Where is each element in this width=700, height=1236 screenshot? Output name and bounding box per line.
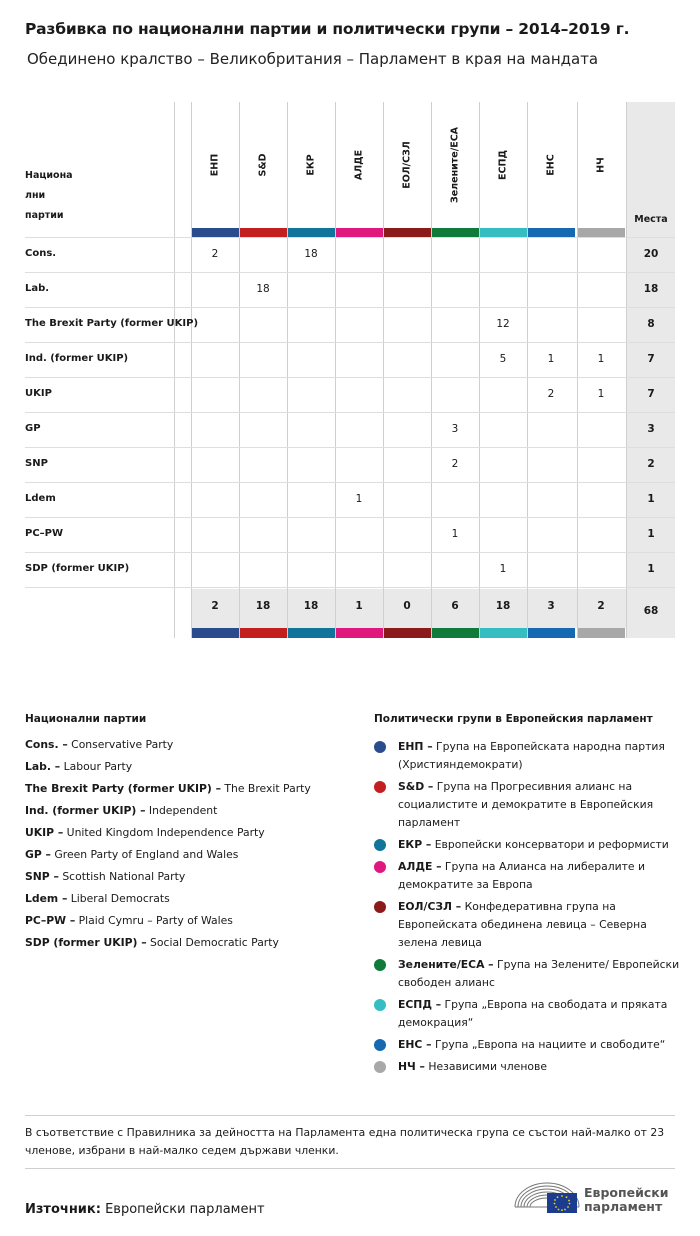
group-header-3 — [349, 110, 369, 220]
row-party-label: GP — [25, 423, 41, 434]
legend-name: Група на Прогресивния алианс на социалистите и демократите в Европейския парламент — [398, 780, 654, 829]
seat-count-cell: 2 — [547, 388, 555, 400]
row-party-label: Lab. — [25, 283, 50, 294]
legend-abbr: SNP – — [25, 870, 59, 883]
group-header-1 — [253, 110, 273, 220]
group-header-0 — [205, 110, 225, 220]
group-header-label: ЕНС — [545, 154, 557, 176]
group-color-swatch — [528, 628, 575, 638]
seat-count-cell: 1 — [597, 388, 605, 400]
legend-abbr: UKIP – — [25, 826, 64, 839]
row-party-label: UKIP — [25, 388, 52, 399]
grand-total: 68 — [643, 605, 659, 617]
legend-name: Независими членове — [428, 1060, 547, 1073]
legend-name: Група на Европейската народна партия (Християндемократи) — [398, 740, 665, 771]
page-title: Разбивка по национални партии и политически групи – 2014–2019 г. — [25, 20, 630, 38]
legend-name: Група на Зелените/ Европейски свободен алианс — [398, 958, 680, 989]
legend-abbr: Зелените/ЕСА – — [398, 958, 494, 971]
legend-name: Група на Алианса на либералите и демократите за Европа — [398, 860, 646, 891]
row-party-label: PC–PW — [25, 528, 64, 539]
legend-text — [398, 996, 680, 1032]
divider — [25, 1168, 675, 1169]
column-divider — [239, 102, 240, 638]
column-divider — [527, 102, 528, 638]
color-dot-icon — [374, 741, 386, 753]
national-legend-item — [25, 760, 132, 773]
row-seat-total: 18 — [643, 283, 659, 295]
legend-name: Plaid Cymru – Party of Wales — [78, 914, 233, 927]
group-total: 18 — [303, 600, 319, 612]
color-dot-icon — [374, 999, 386, 1011]
group-color-swatch — [288, 228, 335, 237]
seat-count-cell: 12 — [496, 318, 510, 330]
legend-name: Конфедеративна група на Европейската обединена левица – Северна зелена левица — [398, 900, 647, 949]
legend-abbr: ЕНП – — [398, 740, 433, 753]
row-divider — [25, 447, 675, 448]
group-color-swatch — [192, 628, 239, 638]
row-divider — [25, 377, 675, 378]
color-dot-icon — [374, 861, 386, 873]
legend-abbr: PC–PW – — [25, 914, 76, 927]
group-header-label: ЕКР — [305, 154, 317, 176]
legend-text — [398, 956, 680, 992]
color-dot-icon — [374, 901, 386, 913]
row-party-label: Ldem — [25, 493, 56, 504]
group-color-swatch — [288, 628, 335, 638]
national-legend-item — [25, 804, 217, 817]
legend-name: Conservative Party — [71, 738, 174, 751]
legend-text — [398, 1058, 680, 1076]
group-color-swatch — [384, 228, 431, 237]
row-divider — [25, 307, 675, 308]
legend-abbr: SDP (former UKIP) – — [25, 936, 147, 949]
legend-text — [398, 778, 680, 832]
seat-count-cell: 1 — [355, 493, 363, 505]
column-divider — [287, 102, 288, 638]
national-legend-item — [25, 782, 311, 795]
national-legend-item — [25, 738, 173, 751]
seats-column-background — [627, 102, 675, 638]
legend-abbr: The Brexit Party (former UKIP) – — [25, 782, 221, 795]
legend-name: The Brexit Party — [224, 782, 311, 795]
national-legend-item — [25, 936, 279, 949]
column-divider — [335, 102, 336, 638]
group-header-7 — [541, 110, 561, 220]
column-divider — [431, 102, 432, 638]
group-color-swatch — [480, 228, 527, 237]
seat-count-cell: 5 — [499, 353, 507, 365]
column-divider — [479, 102, 480, 638]
group-legend-heading: Политически групи в Европейския парламент — [374, 713, 653, 725]
legend-name: Independent — [148, 804, 218, 817]
group-total: 2 — [597, 600, 605, 612]
logo-text-line1: Европейски — [584, 1185, 669, 1200]
legend-abbr: Cons. – — [25, 738, 68, 751]
row-seat-total: 1 — [647, 528, 655, 540]
row-seat-total: 3 — [647, 423, 655, 435]
legend-abbr: ЕОЛ/СЗЛ – — [398, 900, 462, 913]
national-parties-column-header: Национа лни партии — [25, 170, 73, 221]
group-color-swatch — [192, 228, 239, 237]
seat-count-cell: 18 — [304, 248, 318, 260]
national-legend-item — [25, 848, 238, 861]
source-line — [25, 1202, 265, 1217]
row-divider — [25, 412, 675, 413]
national-legend-item — [25, 826, 265, 839]
legend-name: Европейски консерватори и реформисти — [434, 838, 669, 851]
group-header-label: НЧ — [595, 157, 607, 173]
legend-name: Scottish National Party — [62, 870, 186, 883]
group-color-swatch — [336, 628, 383, 638]
group-total: 3 — [547, 600, 555, 612]
row-party-label: The Brexit Party (former UKIP) — [25, 318, 199, 329]
seat-count-cell: 18 — [256, 283, 270, 295]
group-color-swatch — [432, 228, 479, 237]
legend-abbr: S&D – — [398, 780, 434, 793]
national-legend-item — [25, 870, 185, 883]
seat-count-cell: 1 — [597, 353, 605, 365]
group-total: 18 — [495, 600, 511, 612]
row-seat-total: 1 — [647, 493, 655, 505]
row-seat-total: 7 — [647, 353, 655, 365]
group-color-swatch — [528, 228, 575, 237]
national-legend-heading: Национални партии — [25, 713, 147, 725]
group-color-swatch — [480, 628, 527, 638]
legend-text — [398, 858, 680, 894]
group-header-6 — [493, 110, 513, 220]
row-divider — [25, 517, 675, 518]
group-color-swatch — [432, 628, 479, 638]
legend-name: Liberal Democrats — [70, 892, 170, 905]
group-header-2 — [301, 110, 321, 220]
row-seat-total: 7 — [647, 388, 655, 400]
group-header-4 — [397, 110, 417, 220]
color-dot-icon — [374, 959, 386, 971]
row-divider — [25, 587, 675, 588]
source-label: Източник: — [25, 1202, 101, 1217]
logo-text — [584, 1186, 669, 1214]
group-header-label: ЕОЛ/СЗЛ — [401, 141, 413, 189]
color-dot-icon — [374, 1061, 386, 1073]
legend-text — [398, 898, 680, 952]
legend-name: Social Democratic Party — [150, 936, 279, 949]
legend-abbr: Ldem – — [25, 892, 68, 905]
row-divider — [25, 272, 675, 273]
source-value: Европейски парламент — [105, 1202, 265, 1217]
legend-text — [398, 836, 680, 854]
group-total: 1 — [355, 600, 363, 612]
row-divider — [25, 482, 675, 483]
legend-abbr: НЧ – — [398, 1060, 425, 1073]
row-divider — [25, 237, 675, 238]
group-color-swatch — [578, 628, 625, 638]
row-party-label: SNP — [25, 458, 48, 469]
group-total: 0 — [403, 600, 411, 612]
group-color-swatch — [336, 228, 383, 237]
seat-count-cell: 1 — [499, 563, 507, 575]
column-divider — [626, 102, 627, 638]
row-seat-total: 20 — [643, 248, 659, 260]
seat-count-cell: 2 — [451, 458, 459, 470]
column-divider — [174, 102, 175, 638]
color-dot-icon — [374, 839, 386, 851]
divider — [25, 1115, 675, 1116]
seat-count-cell: 1 — [451, 528, 459, 540]
color-dot-icon — [374, 781, 386, 793]
page-subtitle: Обединено кралство – Великобритания – Парламент в края на мандата — [27, 50, 599, 68]
row-party-label: Ind. (former UKIP) — [25, 353, 129, 364]
seat-count-cell: 2 — [211, 248, 219, 260]
legend-text — [398, 738, 680, 774]
logo-text-line2: парламент — [584, 1199, 663, 1214]
group-total: 18 — [255, 600, 271, 612]
group-header-8 — [591, 110, 611, 220]
column-divider — [577, 102, 578, 638]
seats-column-header: Места — [634, 214, 668, 225]
group-total: 6 — [451, 600, 459, 612]
legend-abbr: ЕКР – — [398, 838, 432, 851]
group-header-label: ЕСПД — [497, 150, 509, 180]
group-header-label: АЛДЕ — [353, 149, 365, 181]
legend-name: United Kingdom Independence Party — [66, 826, 265, 839]
group-color-swatch — [578, 228, 625, 237]
legend-abbr: ЕСПД – — [398, 998, 442, 1011]
color-dot-icon — [374, 1039, 386, 1051]
group-color-swatch — [240, 628, 287, 638]
group-header-label: Зелените/ЕСА — [449, 126, 461, 204]
legend-name: Labour Party — [63, 760, 133, 773]
row-divider — [25, 552, 675, 553]
row-party-label: SDP (former UKIP) — [25, 563, 130, 574]
legend-abbr: ЕНС – — [398, 1038, 432, 1051]
row-seat-total: 2 — [647, 458, 655, 470]
national-legend-item — [25, 914, 233, 927]
row-seat-total: 1 — [647, 563, 655, 575]
legend-name: Група „Европа на свободата и пряката демокрация“ — [398, 998, 668, 1029]
legend-text — [398, 1036, 680, 1054]
legend-abbr: Ind. (former UKIP) – — [25, 804, 146, 817]
legend-name: Green Party of England and Wales — [54, 848, 239, 861]
row-seat-total: 8 — [647, 318, 655, 330]
group-color-swatch — [240, 228, 287, 237]
seat-count-cell: 3 — [451, 423, 459, 435]
group-header-label: ЕНП — [209, 153, 221, 177]
seat-count-cell: 1 — [547, 353, 555, 365]
legend-abbr: АЛДЕ – — [398, 860, 442, 873]
column-divider — [383, 102, 384, 638]
group-header-5 — [445, 110, 465, 220]
row-party-label: Cons. — [25, 248, 57, 259]
group-total: 2 — [211, 600, 219, 612]
legend-name: Група „Европа на нациите и свободите“ — [434, 1038, 666, 1051]
row-divider — [25, 342, 675, 343]
legend-abbr: Lab. – — [25, 760, 61, 773]
group-header-label: S&D — [257, 153, 269, 177]
group-color-swatch — [384, 628, 431, 638]
national-legend-item — [25, 892, 170, 905]
column-divider — [191, 102, 192, 638]
legend-abbr: GP – — [25, 848, 51, 861]
footnote: В съответствие с Правилника за дейността на Парламента една политическа група се състои най-малко от 23 членове, избрани в най-малко седем държави членки. — [25, 1126, 665, 1157]
